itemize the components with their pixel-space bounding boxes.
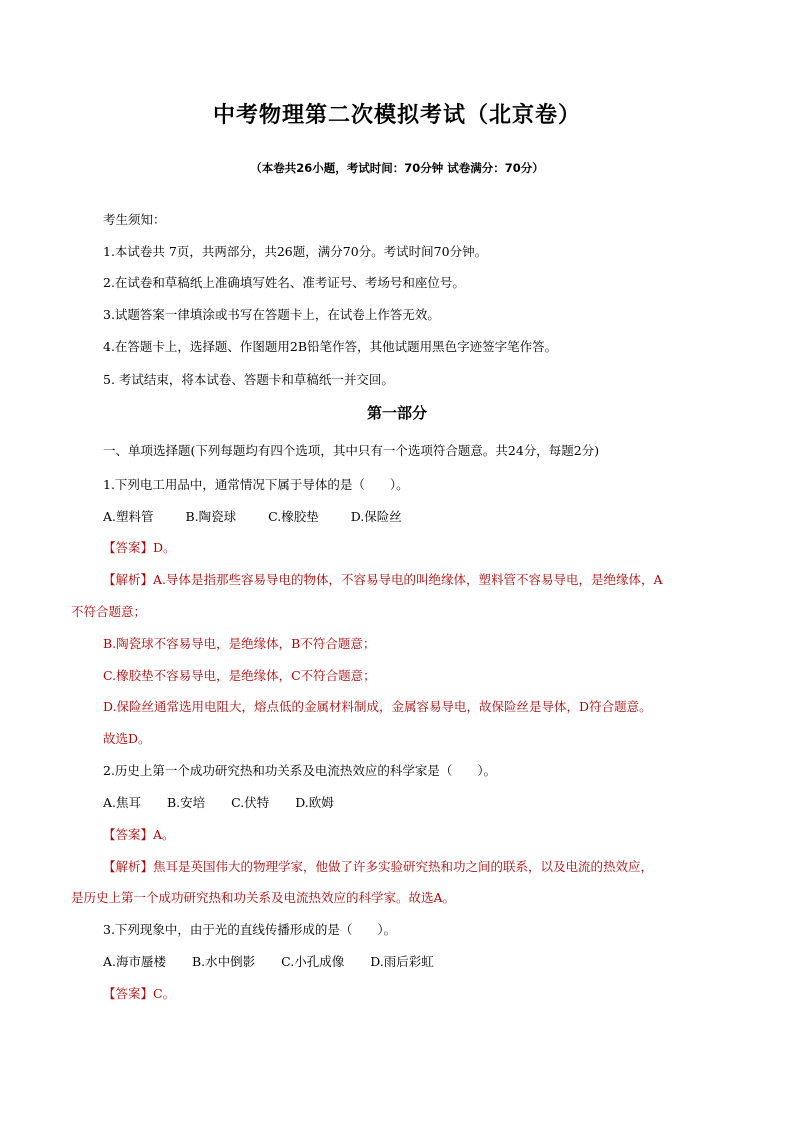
answer-value: A。 <box>153 827 175 842</box>
question-stem: 3.下列现象中，由于光的直线传播形成的是（ ）。 <box>103 922 397 937</box>
option: B.水中倒影 <box>192 954 256 969</box>
answer-line <box>103 984 175 1002</box>
option: D.欧姆 <box>295 795 334 810</box>
analysis-text: D.保险丝通常选用电阻大，熔点低的金属材料制成，金属容易导电，故保险丝是导体，D符合题意。 <box>103 699 652 714</box>
notice-item: 3.试题答案一律填涂或书写在答题卡上，在试卷上作答无效。 <box>103 307 440 322</box>
option: A.焦耳 <box>103 795 142 810</box>
analysis-tag: 【解析】 <box>103 572 154 587</box>
option: C.橡胶垫 <box>268 509 319 524</box>
answer-line <box>103 538 176 556</box>
answer-value: D。 <box>153 540 176 555</box>
analysis-line <box>103 570 663 588</box>
analysis-text: B.陶瓷球不容易导电，是绝缘体，B不符合题意； <box>103 636 376 651</box>
notice-item: 1.本试卷共 7页，共两部分，共26题，满分70分。考试时间70分钟。 <box>103 244 488 259</box>
notice-item: 2.在试卷和草稿纸上准确填写姓名、准考证号、考场号和座位号。 <box>103 275 465 290</box>
analysis-text: 是历史上第一个成功研究热和功关系及电流热效应的科学家。故选A。 <box>71 890 456 905</box>
question-options <box>103 793 334 811</box>
option: C.伏特 <box>231 795 270 810</box>
answer-tag: 【答案】 <box>103 540 154 555</box>
analysis-text: 故选D。 <box>103 731 151 746</box>
option: B.陶瓷球 <box>185 509 237 524</box>
notice-item: 4.在答题卡上，选择题、作图题用2B铅笔作答，其他试题用黑色字迹签字笔作答。 <box>103 339 558 354</box>
part-heading: 第一部分 <box>366 404 427 422</box>
option: B.安培 <box>167 795 206 810</box>
option: A.塑料管 <box>103 509 154 524</box>
analysis-line <box>103 857 653 875</box>
analysis-text: 不符合题意； <box>71 604 147 619</box>
option: D.雨后彩虹 <box>370 954 434 969</box>
question-stem: 2.历史上第一个成功研究热和功关系及电流热效应的科学家是（ ）。 <box>103 763 497 778</box>
notice-heading: 考生须知： <box>103 212 166 227</box>
question-stem: 1.下列电工用品中，通常情况下属于导体的是（ ）。 <box>103 477 409 492</box>
notice-item: 5. 考试结束，将本试卷、答题卡和草稿纸一并交回。 <box>103 372 394 387</box>
answer-tag: 【答案】 <box>103 827 154 842</box>
answer-tag: 【答案】 <box>103 986 154 1001</box>
question-options <box>103 507 402 525</box>
section-heading: 一、单项选择题(下列每题均有四个选项，其中只有一个选项符合题意。共24分，每题2分) <box>103 443 600 458</box>
option: D.保险丝 <box>350 509 402 524</box>
exam-info-subtitle: （本卷共26小题，考试时间：70分钟 试卷满分：70分） <box>250 161 544 175</box>
option: A.海市蜃楼 <box>103 954 167 969</box>
analysis-text: C.橡胶垫不容易导电，是绝缘体，C不符合题意； <box>103 668 376 683</box>
page-title: 中考物理第二次模拟考试（北京卷） <box>212 103 581 128</box>
question-options <box>103 952 434 970</box>
analysis-text: A.导体是指那些容易导电的物体，不容易导电的叫绝缘体，塑料管不容易导电，是绝缘体，A <box>153 572 663 587</box>
option: C.小孔成像 <box>281 954 345 969</box>
analysis-tag: 【解析】 <box>103 859 154 874</box>
answer-line <box>103 825 175 843</box>
answer-value: C。 <box>153 986 176 1001</box>
analysis-text: 焦耳是英国伟大的物理学家，他做了许多实验研究热和功之间的联系，以及电流的热效应， <box>153 859 654 874</box>
